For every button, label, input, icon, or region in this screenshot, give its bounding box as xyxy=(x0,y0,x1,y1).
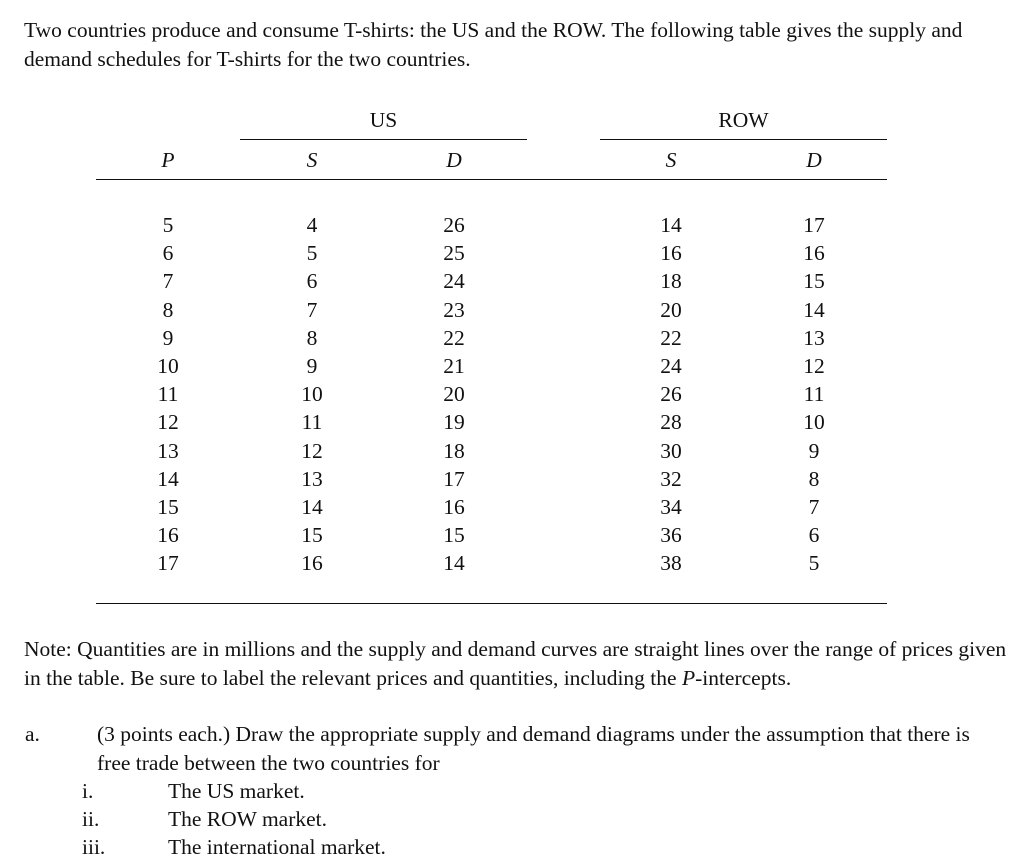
table-cell: 8 xyxy=(306,325,318,350)
table-cell: 15 xyxy=(443,523,465,548)
table-cell: 12 xyxy=(157,410,179,435)
table-cell: 4 xyxy=(306,213,318,237)
table-cell: 12 xyxy=(803,353,825,378)
table-cell: 24 xyxy=(443,269,465,294)
table-cell: 38 xyxy=(660,551,682,576)
table-cell: 18 xyxy=(443,438,465,463)
table-cell: 17 xyxy=(803,213,825,237)
row-group-rule xyxy=(600,139,887,140)
sub-item-text: The international market. xyxy=(168,835,386,859)
table-cell: 9 xyxy=(306,353,318,378)
header-p: P xyxy=(161,148,175,172)
sub-item-number: iii. xyxy=(82,835,106,859)
table-cell: 13 xyxy=(157,438,179,463)
table-cell: 14 xyxy=(660,213,682,237)
table-cell: 11 xyxy=(301,410,323,435)
table-cell: 9 xyxy=(808,438,820,463)
table-cell: 19 xyxy=(443,410,465,435)
table-cell: 22 xyxy=(660,325,682,350)
table-cell: 36 xyxy=(660,523,682,548)
table-cell: 12 xyxy=(301,438,323,463)
table-cell: 14 xyxy=(301,494,323,519)
table-cell: 20 xyxy=(660,297,682,322)
column-us-demand xyxy=(424,211,484,577)
table-cell: 17 xyxy=(443,466,465,491)
table-cell: 11 xyxy=(157,382,179,407)
note-paragraph: Note: Quantities are in millions and the supply and demand curves are straight lines over the range of prices given in the table. Be sure to label the relevant prices and quantities, including the P-intercepts. xyxy=(24,637,1007,690)
table-cell: 21 xyxy=(443,353,465,378)
table-cell: 13 xyxy=(301,466,323,491)
header-row-demand: D xyxy=(806,148,822,172)
table-cell: 14 xyxy=(803,297,825,322)
table-cell: 6 xyxy=(162,241,174,266)
us-group-rule xyxy=(240,139,527,140)
table-cell: 9 xyxy=(162,325,174,350)
table-cell: 14 xyxy=(157,466,179,491)
sub-item-number: i. xyxy=(82,779,94,803)
table-cell: 16 xyxy=(803,241,825,266)
header-rule xyxy=(96,179,887,180)
table-cell: 14 xyxy=(443,551,465,576)
group-header-us: US xyxy=(369,108,398,132)
table-cell: 7 xyxy=(162,269,174,294)
sub-item-text: The US market. xyxy=(168,779,305,803)
header-row-supply: S xyxy=(665,148,677,172)
table-cell: 34 xyxy=(660,494,682,519)
question-label: a. xyxy=(25,722,40,746)
table-bottom-rule xyxy=(96,603,887,604)
table-cell: 16 xyxy=(301,551,323,576)
table-cell: 22 xyxy=(443,325,465,350)
table-cell: 23 xyxy=(443,297,465,322)
table-cell: 6 xyxy=(306,269,318,294)
header-us-demand: D xyxy=(446,148,462,172)
table-cell: 26 xyxy=(443,213,465,237)
table-cell: 16 xyxy=(660,241,682,266)
table-cell: 6 xyxy=(808,523,820,548)
sub-item-text: The ROW market. xyxy=(168,807,328,831)
table-cell: 17 xyxy=(157,551,179,576)
group-header-row: ROW xyxy=(718,108,769,132)
column-price xyxy=(138,211,198,577)
column-us-supply xyxy=(282,211,342,577)
table-cell: 7 xyxy=(306,297,318,322)
sub-item-number: ii. xyxy=(82,807,100,831)
table-cell: 10 xyxy=(157,353,179,378)
table-cell: 10 xyxy=(803,410,825,435)
table-cell: 24 xyxy=(660,353,682,378)
table-cell: 16 xyxy=(157,523,179,548)
table-cell: 15 xyxy=(803,269,825,294)
table-cell: 20 xyxy=(443,382,465,407)
table-cell: 11 xyxy=(803,382,825,407)
question-text: (3 points each.) Draw the appropriate supply and demand diagrams under the assumption that there is free trade between the two countries for xyxy=(97,722,970,775)
table-cell: 25 xyxy=(443,241,465,266)
table-cell: 5 xyxy=(808,551,820,576)
table-cell: 26 xyxy=(660,382,682,407)
table-cell: 5 xyxy=(162,213,174,237)
table-cell: 10 xyxy=(301,382,323,407)
column-row-demand xyxy=(784,211,844,577)
table-cell: 30 xyxy=(660,438,682,463)
table-cell: 28 xyxy=(660,410,682,435)
table-cell: 8 xyxy=(808,466,820,491)
table-cell: 5 xyxy=(306,241,318,266)
table-cell: 7 xyxy=(808,494,820,519)
header-us-supply: S xyxy=(306,148,318,172)
table-cell: 15 xyxy=(301,523,323,548)
table-cell: 16 xyxy=(443,494,465,519)
table-cell: 18 xyxy=(660,269,682,294)
table-cell: 8 xyxy=(162,297,174,322)
table-cell: 32 xyxy=(660,466,682,491)
column-row-supply xyxy=(641,211,701,577)
intro-paragraph: Two countries produce and consume T-shirts: the US and the ROW. The following table gives the supply and demand schedules for T-shirts for the two countries. xyxy=(24,18,963,71)
table-cell: 15 xyxy=(157,494,179,519)
table-cell: 13 xyxy=(803,325,825,350)
